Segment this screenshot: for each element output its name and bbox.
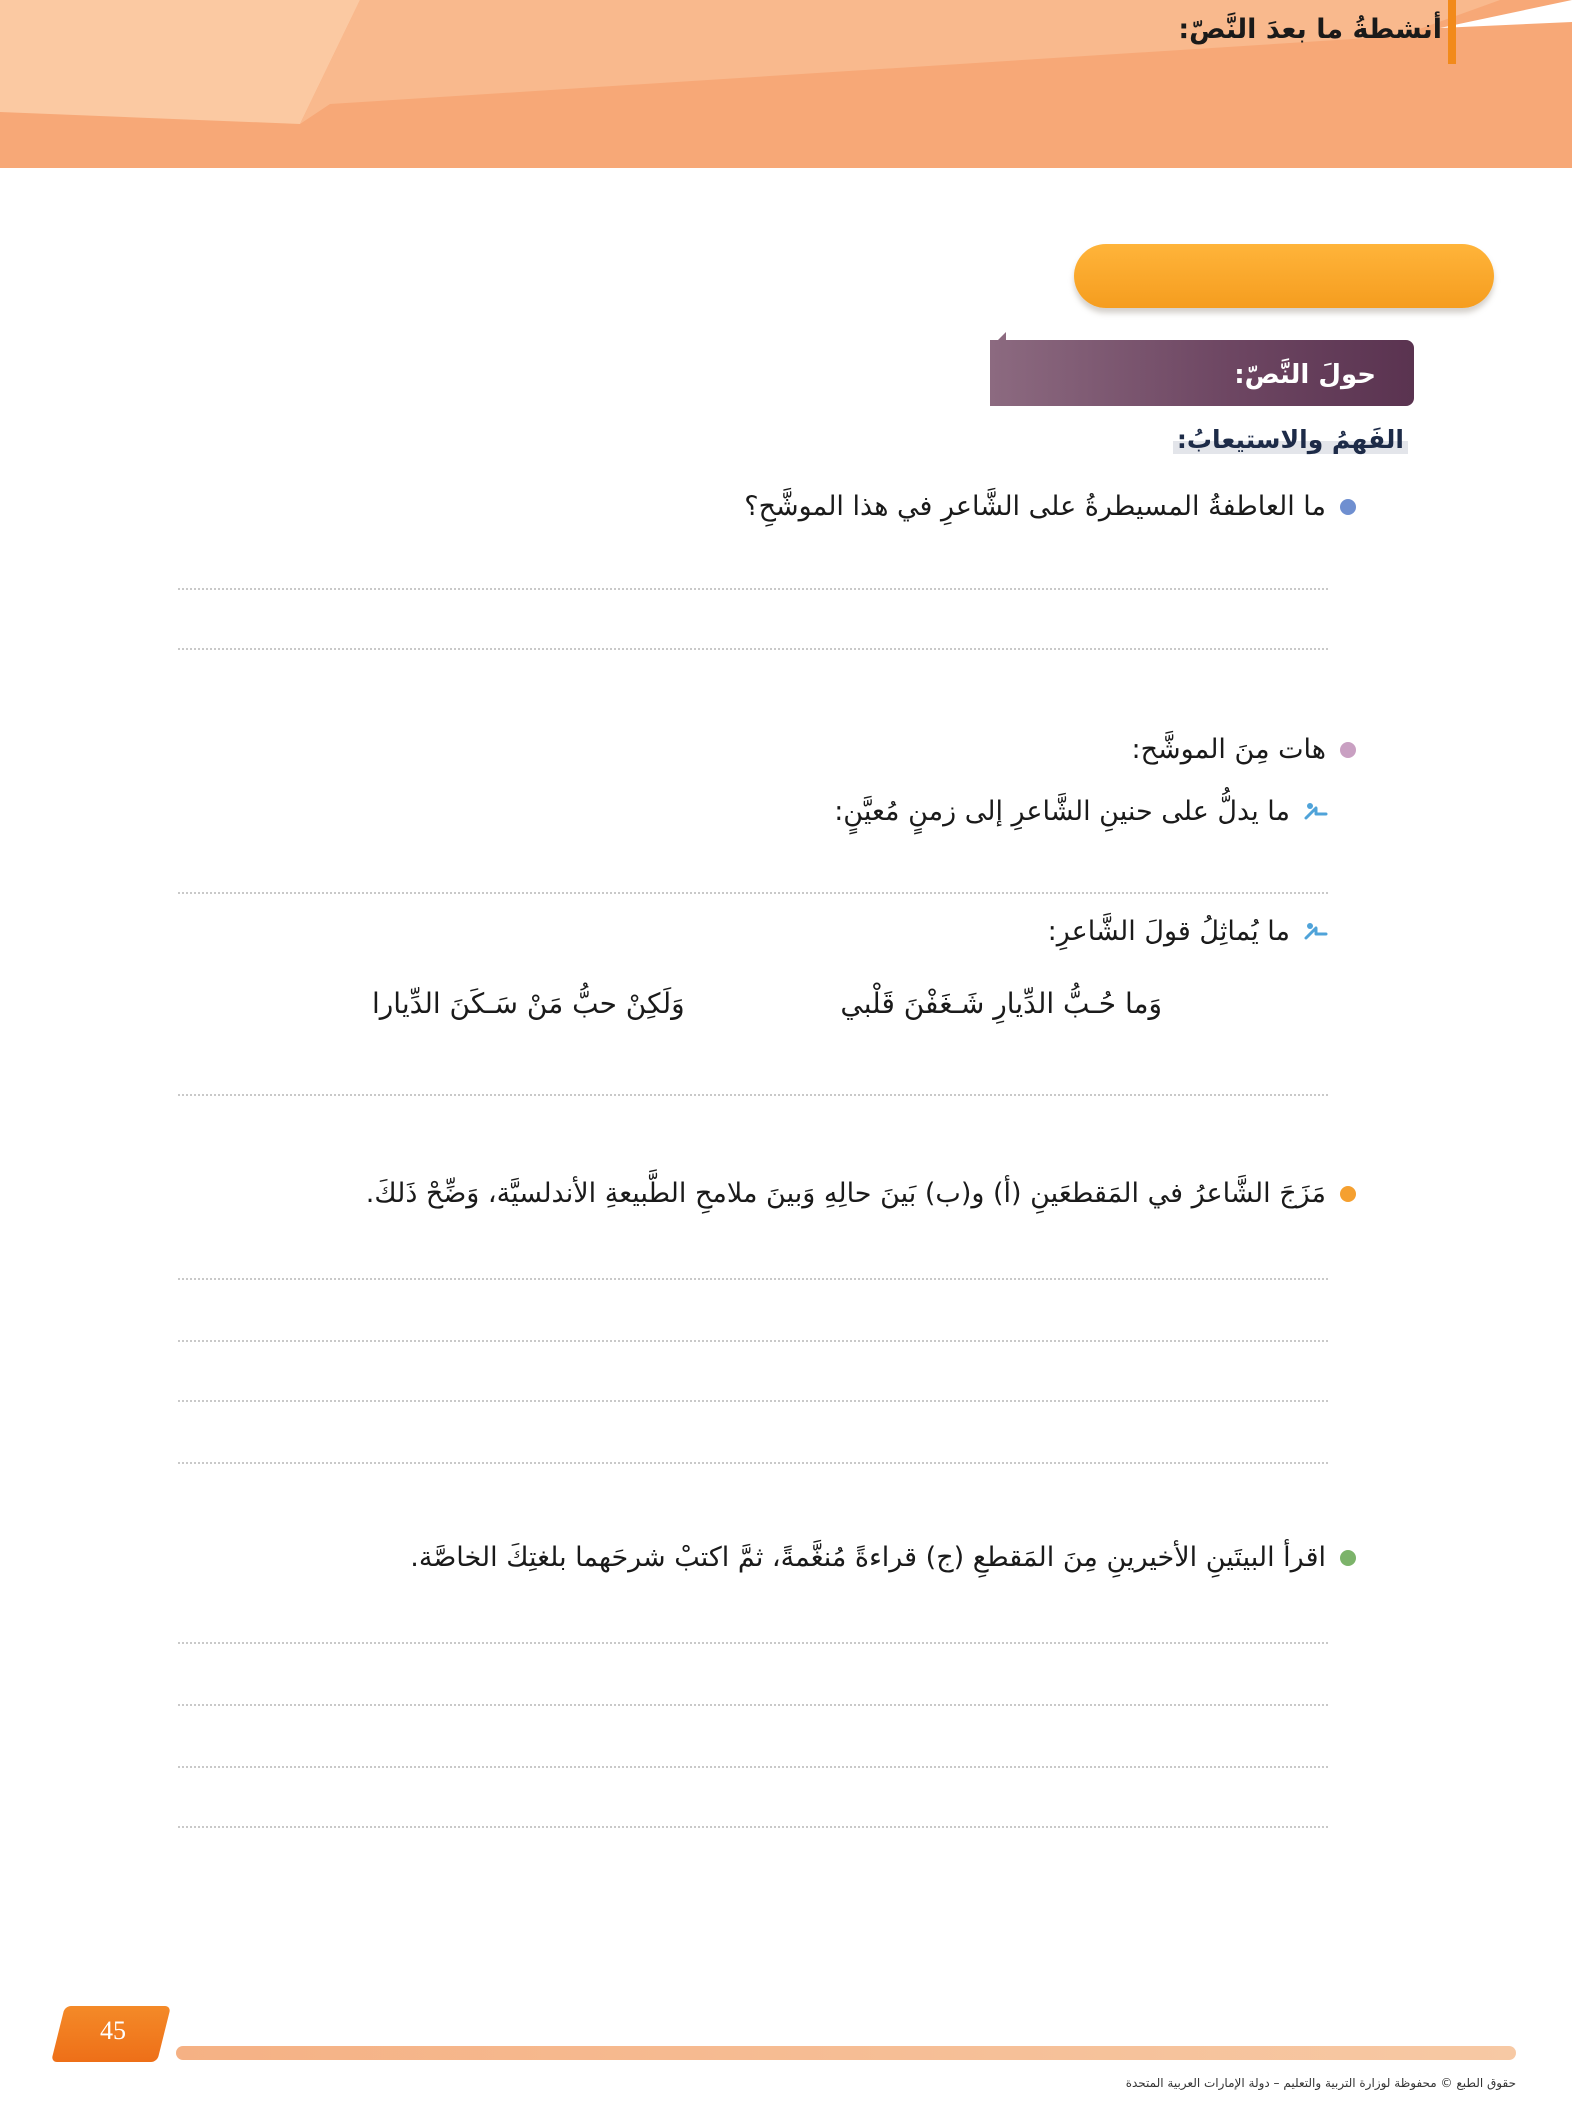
answer-line[interactable] xyxy=(178,648,1328,650)
question-2-sub-2-text: ما يُماثِلُ قولَ الشَّاعرِ: xyxy=(1047,916,1290,947)
section-heading: أنشطةُ ما بعدَ النَّصّ: xyxy=(1178,14,1442,45)
question-3-text: مَزَجَ الشَّاعرُ في المَقطعَينِ (أ) و(ب) بَينَ حالِهِ وَبينَ ملامحِ الطَّبيعةِ الأندلسيَّة، وَضِّحْ ذَلكَ. xyxy=(365,1178,1326,1209)
question-4 xyxy=(410,1538,1356,1578)
answer-line[interactable] xyxy=(178,1094,1328,1096)
section-heading-pill xyxy=(1074,244,1494,308)
answer-line[interactable] xyxy=(178,1826,1328,1828)
answer-line[interactable] xyxy=(178,1340,1328,1342)
question-2-sub-2 xyxy=(1048,912,1330,952)
question-3 xyxy=(366,1174,1356,1214)
question-1 xyxy=(744,487,1356,527)
answer-line[interactable] xyxy=(178,1462,1328,1464)
question-2-sub-1 xyxy=(834,792,1330,832)
answer-line[interactable] xyxy=(178,1642,1328,1644)
question-2-sub-1-text: ما يدلُّ على حنينِ الشَّاعرِ إلى زمنٍ مُعيَّنٍ: xyxy=(834,796,1290,827)
question-3-bullet xyxy=(1340,1186,1356,1202)
header-light-shape-left xyxy=(0,0,360,124)
answer-line[interactable] xyxy=(178,1400,1328,1402)
subsection-heading: حولَ النَّصّ: xyxy=(1234,360,1376,390)
answer-line[interactable] xyxy=(178,588,1328,590)
question-2-text: هات مِنَ الموشَّح: xyxy=(1131,734,1326,765)
question-1-text: ما العاطفةُ المسيطرةُ على الشَّاعرِ في هذا الموشَّحِ؟ xyxy=(744,491,1326,522)
question-4-bullet xyxy=(1340,1550,1356,1566)
pen-arrow-icon xyxy=(1302,798,1330,826)
section-heading-tab xyxy=(1448,0,1456,64)
pen-arrow-icon xyxy=(1302,918,1330,946)
answer-line[interactable] xyxy=(178,892,1328,894)
answer-line[interactable] xyxy=(178,1766,1328,1768)
verse-first-hemistich: وَما حُـبُّ الدِّيارِ شَـغَفْنَ قَلْبي xyxy=(840,987,1162,1020)
answer-line[interactable] xyxy=(178,1278,1328,1280)
copyright-notice: حقوق الطبع © محفوظة لوزارة التربية والتعليم – دولة الإمارات العربية المتحدة xyxy=(1125,2076,1516,2090)
question-2-bullet xyxy=(1340,742,1356,758)
question-4-text: اقرأ البيتَينِ الأخيرينِ مِنَ المَقطعِ (ج) قراءةً مُنغَّمةً، ثمَّ اكتبْ شرحَهما بلغتِكَ الخاصَّة. xyxy=(410,1542,1326,1573)
verse-second-hemistich: وَلَكِنْ حبُّ مَنْ سَـكَنَ الدِّيارا xyxy=(372,987,685,1020)
page-number: 45 xyxy=(100,2016,126,2045)
footer-bar xyxy=(176,2046,1516,2060)
question-1-bullet xyxy=(1340,499,1356,515)
comprehension-heading: الفَهمُ والاستيعابُ: xyxy=(1173,425,1408,454)
question-2 xyxy=(1132,730,1357,770)
answer-line[interactable] xyxy=(178,1704,1328,1706)
